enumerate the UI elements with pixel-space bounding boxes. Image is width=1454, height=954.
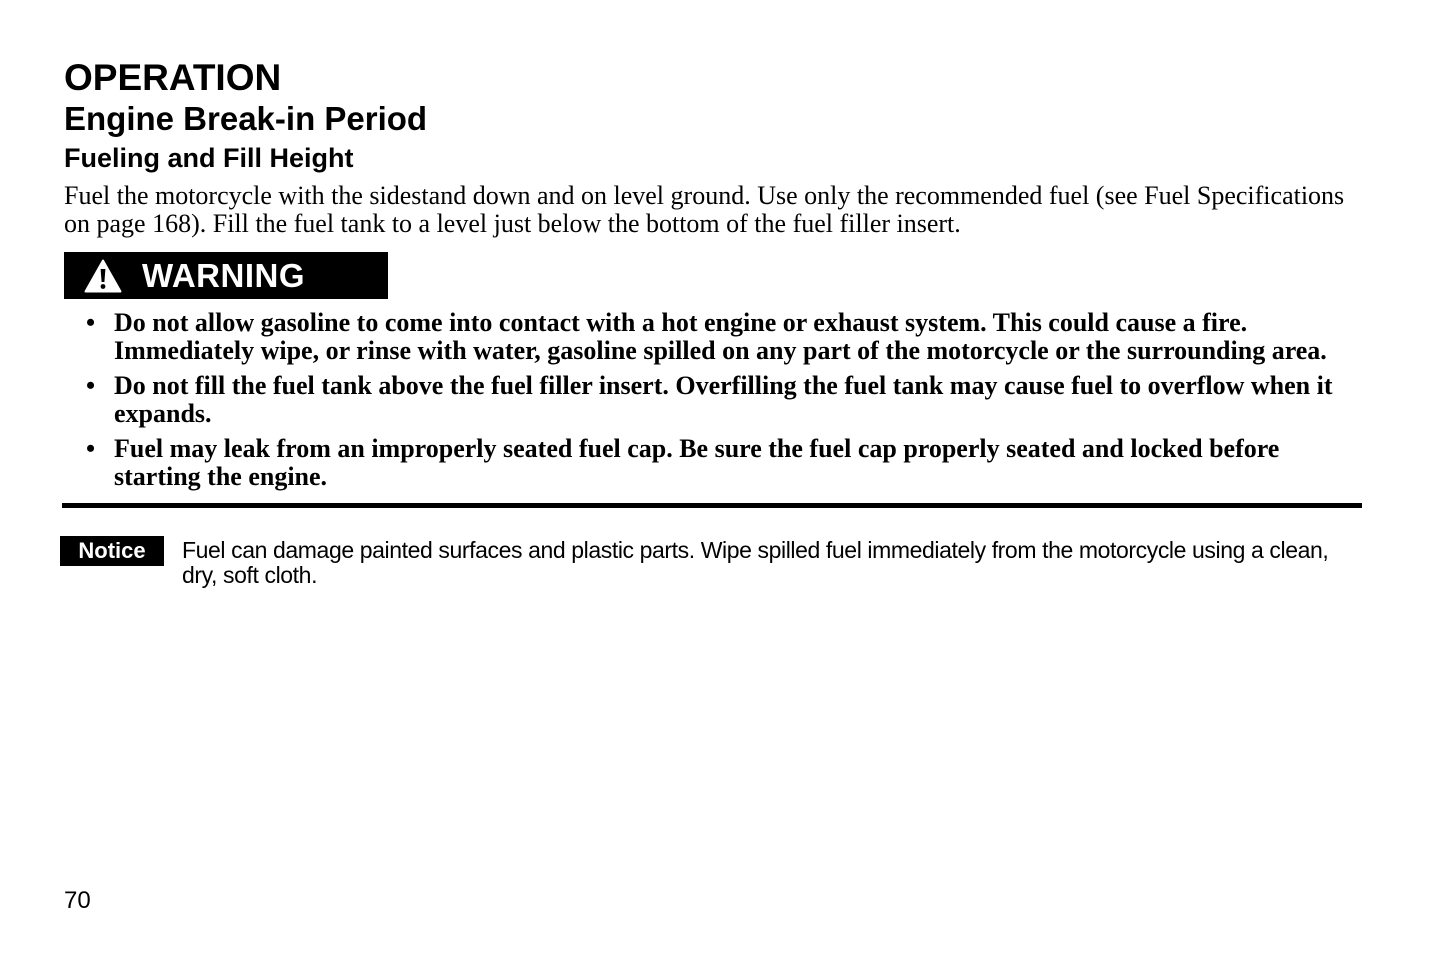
warning-item <box>64 435 1364 491</box>
warning-divider <box>62 503 1362 508</box>
bullet-icon: • <box>86 371 96 400</box>
warning-item <box>64 309 1364 365</box>
warning-item-text: Do not allow gasoline to come into contact with a hot engine or exhaust system. This could cause a fire. Immediately wipe, or rinse with water, gasoline spilled on any part of the motorcycle or the surrounding area. <box>114 308 1327 365</box>
warning-item-text: Fuel may leak from an improperly seated fuel cap. Be sure the fuel cap properly seated and locked before starting the engine. <box>114 434 1280 491</box>
bullet-icon: • <box>86 308 96 337</box>
notice-badge: Notice <box>60 536 164 566</box>
section-title: OPERATION <box>64 57 282 98</box>
page-content <box>64 56 1364 588</box>
bullet-icon: • <box>86 434 96 463</box>
page-number: 70 <box>64 887 91 914</box>
notice-block <box>60 536 1364 588</box>
intro-paragraph: Fuel the motorcycle with the sidestand down and on level ground. Use only the recommended fuel (see Fuel Specifications on page 168). Fill the fuel tank to a level just below the bottom of the fuel filler insert. <box>64 181 1345 238</box>
topic-title: Fueling and Fill Height <box>64 143 354 173</box>
warning-item <box>64 372 1364 428</box>
warning-triangle-icon <box>84 259 122 293</box>
notice-text: Fuel can damage painted surfaces and plastic parts. Wipe spilled fuel immediately from the motorcycle using a clean, dry, soft cloth. <box>182 537 1329 588</box>
warning-label: WARNING <box>142 256 305 294</box>
warning-item-text: Do not fill the fuel tank above the fuel filler insert. Overfilling the fuel tank may cause fuel to overflow when it expands. <box>114 371 1333 428</box>
warning-list <box>64 309 1364 491</box>
subsection-title: Engine Break-in Period <box>64 100 428 137</box>
warning-header <box>64 252 388 299</box>
